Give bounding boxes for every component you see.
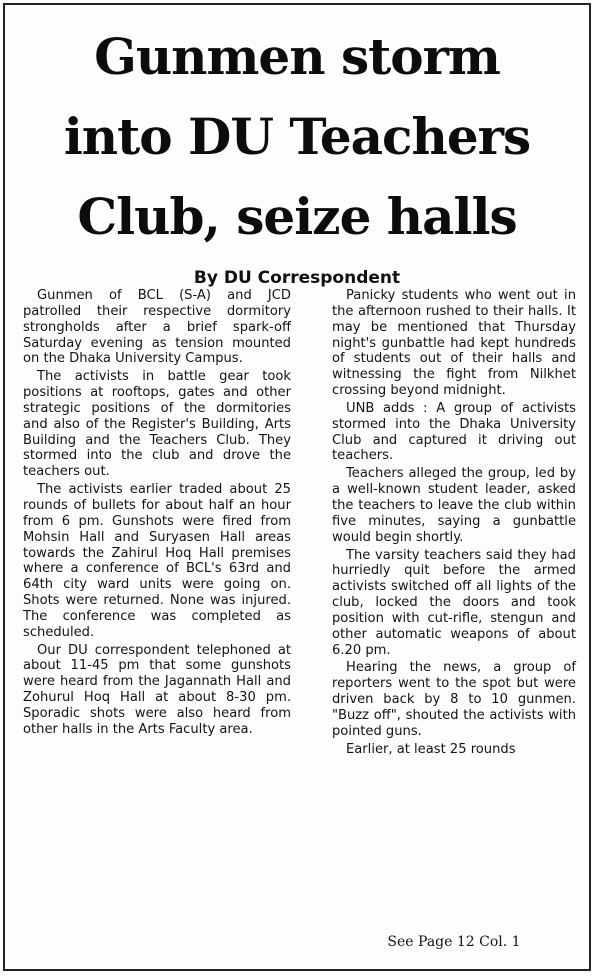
paragraph: The activists in battle gear took positions at rooftops, gates and other strategic positions of the dormitories and also of the Register's Building, Arts Building and the Teachers Club. They stormed into the club and drove the teachers out. — [23, 369, 291, 480]
paragraph: Teachers alleged the group, led by a well-known student leader, asked the teachers to leave the club within five minutes, saying a gunbattle would begin shortly. — [332, 466, 576, 545]
paragraph: Earlier, at least 25 rounds — [346, 741, 516, 757]
right-column — [332, 288, 576, 759]
headline-line: into DU Teachers — [63, 107, 531, 166]
left-column — [23, 288, 291, 740]
headline-line: Gunmen storm — [94, 27, 500, 86]
paragraph: Gunmen of BCL (S-A) and JCD patrolled their respective dormitory strongholds after a brief spark-off Saturday evening as tension mounted on the Dhaka University Campus. — [23, 288, 291, 367]
paragraph: Hearing the news, a group of reporters went to the spot but were driven back by 8 to 10 gunmen. "Buzz off", shouted the activists with pointed guns. — [332, 660, 576, 739]
paragraph: The varsity teachers said they had hurriedly quit before the armed activists switched off all lights of the club, locked the doors and took position with cut-rifle, stengun and other automatic weapons of about 6.20 pm. — [332, 547, 576, 658]
byline: By DU Correspondent — [193, 268, 401, 288]
paragraph: UNB adds : A group of activists stormed into the Dhaka University Club and captured it driving out teachers. — [332, 400, 576, 464]
headline-line: Club, seize halls — [77, 187, 517, 246]
paragraph: Our DU correspondent telephoned at about 11-45 pm that some gunshots were heard from the Jagannath Hall and Zohurul Hoq Hall at about 8-30 pm. Sporadic shots were also heard from other halls in the Arts Faculty area. — [23, 642, 291, 737]
paragraph: Panicky students who went out in the afternoon rushed to their halls. It may be mentioned that Thursday night's gunbattle had kept hundreds of students out of their halls and witnessing the fight from Nilkhet crossing beyond midnight. — [332, 288, 576, 399]
paragraph: The activists earlier traded about 25 rounds of bullets for about half an hour from 6 pm. Gunshots were fired from Mohsin Hall and Suryasen Hall areas towards the Zahirul Hoq Hall premises where a conference of BCL's 63rd and 64th city ward units were going on. Shots were returned. None was injured. The conference was completed as scheduled. — [23, 482, 291, 640]
continuation-jump-line: See Page 12 Col. 1 — [387, 934, 521, 950]
headline — [5, 17, 589, 257]
